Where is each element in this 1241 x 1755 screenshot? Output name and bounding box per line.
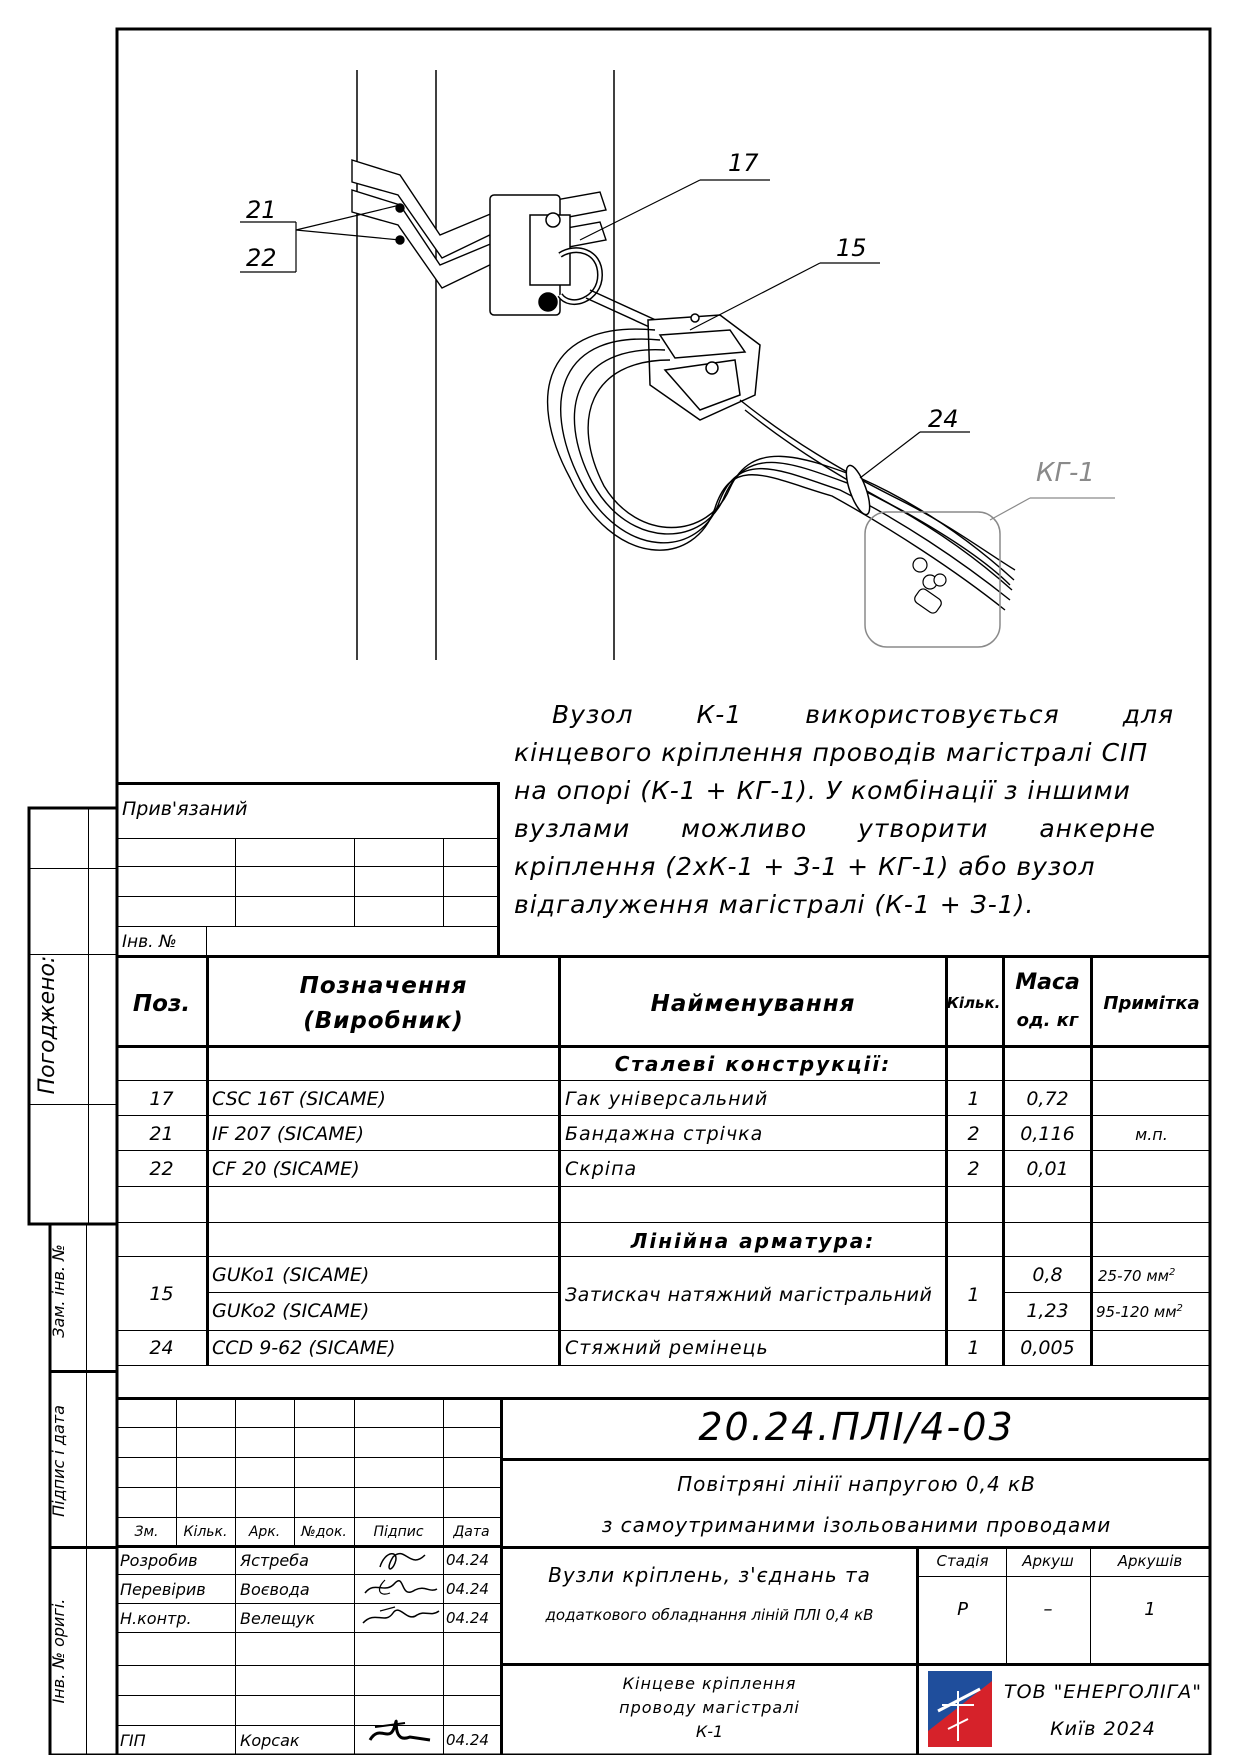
description-line-4: вузлами можливо утворити анкерне xyxy=(514,814,1157,843)
callout-lines xyxy=(240,180,970,478)
header-manufacturer: (Виробник) xyxy=(303,1008,464,1034)
col-pidpys: Підпис xyxy=(373,1524,424,1540)
row-mass: 0,005 xyxy=(1020,1337,1075,1359)
binding-label: Прив'язаний xyxy=(122,798,248,820)
sheets-label: Аркушів xyxy=(1117,1552,1183,1570)
row-mass-b: 1,23 xyxy=(1026,1300,1069,1322)
agreed-label: Погоджено: xyxy=(35,955,60,1095)
row-qty: 2 xyxy=(967,1123,980,1145)
date-checker: 04.24 xyxy=(446,1580,489,1598)
stage-value: Р xyxy=(957,1599,968,1620)
row-name: Бандажна стрічка xyxy=(565,1123,764,1145)
sheet-title-1: Кінцеве кріплення xyxy=(622,1674,797,1693)
sheet-title-3: К-1 xyxy=(695,1722,724,1741)
row-note-a: 25-70 $мм^2$ xyxy=(1098,1267,1176,1285)
row-designation: CF 20 (SICAME) xyxy=(212,1158,360,1180)
row-note-b: 95-120 $мм^2$ xyxy=(1096,1303,1183,1321)
callout-17: 17 xyxy=(728,149,759,177)
col-ark: Арк. xyxy=(248,1524,281,1540)
description-line-3: на опорі (К-1 + КГ-1). У комбінації з іншими xyxy=(514,776,1131,805)
row-qty: 1 xyxy=(967,1284,980,1306)
project-title-1: Повітряні лінії напругою 0,4 кВ xyxy=(677,1472,1036,1496)
callout-22: 22 xyxy=(246,244,277,272)
role-norm-control: Н.контр. xyxy=(120,1609,192,1628)
date-norm-control: 04.24 xyxy=(446,1609,489,1627)
header-designation: Позначення xyxy=(299,973,468,999)
description-line-2: кінцевого кріплення проводів магістралі СІП xyxy=(514,738,1149,767)
date-developer: 04.24 xyxy=(446,1551,489,1569)
row-name: Гак універсальний xyxy=(565,1088,769,1110)
company-name: ТОВ "ЕНЕРГОЛІГА" xyxy=(1004,1681,1202,1703)
row-pos: 17 xyxy=(149,1088,174,1110)
row-designation-b: GUKo2 (SICAME) xyxy=(212,1300,370,1322)
inv-replaced-label: Зам. інв. № xyxy=(49,1244,68,1338)
section-hardware: Лінійна арматура: xyxy=(630,1229,876,1253)
sign-date-label: Підпис і дата xyxy=(49,1405,68,1517)
header-mass: Маса xyxy=(1015,970,1080,995)
row-qty: 1 xyxy=(967,1088,980,1110)
col-kilk: Кільк. xyxy=(183,1524,228,1540)
inv-orig-label: Інв. № оригі. xyxy=(49,1598,68,1704)
name-developer: Ястреба xyxy=(240,1551,309,1570)
sheet-label: Аркуш xyxy=(1022,1552,1074,1570)
row-qty: 1 xyxy=(967,1337,980,1359)
header-pos: Поз. xyxy=(132,991,191,1017)
company-logo xyxy=(928,1671,992,1747)
cable-bundle xyxy=(548,329,1015,610)
description-line-6: відгалуження магістралі (К-1 + З-1). xyxy=(514,890,1035,919)
callout-kg1: КГ-1 xyxy=(1036,458,1095,488)
col-zm: Зм. xyxy=(134,1524,159,1540)
row-pos: 15 xyxy=(149,1283,174,1305)
row-designation: CSC 16T (SICAME) xyxy=(212,1088,386,1110)
row-designation: CCD 9-62 (SICAME) xyxy=(212,1337,396,1359)
stage-label: Стадія xyxy=(936,1552,989,1570)
project-title-2: з самоутриманими ізольованими проводами xyxy=(601,1513,1112,1537)
row-qty: 2 xyxy=(967,1158,980,1180)
row-pos: 21 xyxy=(149,1123,174,1145)
row-designation-a: GUKo1 (SICAME) xyxy=(212,1264,370,1286)
section-title-1: Вузли кріплень, з'єднань та xyxy=(548,1563,871,1587)
drawing-code: 20.24.ПЛІ/4-03 xyxy=(698,1405,1015,1449)
row-mass-a: 0,8 xyxy=(1032,1264,1063,1286)
role-developer: Розробив xyxy=(120,1551,198,1570)
row-mass: 0,01 xyxy=(1026,1158,1069,1180)
section-steel: Сталеві конструкції: xyxy=(614,1052,892,1076)
callout-24: 24 xyxy=(928,405,959,433)
sheets-value: 1 xyxy=(1144,1599,1156,1620)
header-mass-unit: од. кг xyxy=(1016,1010,1079,1031)
row-name: Скріпа xyxy=(565,1158,638,1180)
company-city-year: Київ 2024 xyxy=(1050,1718,1156,1740)
role-checker: Перевірив xyxy=(120,1580,206,1599)
header-qty: Кільк. xyxy=(946,994,1001,1012)
end-caps xyxy=(913,558,946,615)
row-mass: 0,116 xyxy=(1020,1123,1075,1145)
sheet-title-2: проводу магістралі xyxy=(619,1698,800,1717)
col-data: Дата xyxy=(453,1524,490,1540)
role-chief-engineer: ГІП xyxy=(120,1731,146,1750)
callout-21: 21 xyxy=(246,196,277,224)
row-name: Затискач натяжний магістральний xyxy=(565,1284,933,1306)
description-line-1: Вузол К-1 використовується для xyxy=(552,700,1174,729)
row-mass: 0,72 xyxy=(1026,1088,1069,1110)
row-pos: 24 xyxy=(149,1337,174,1359)
kg1-callout-line xyxy=(990,498,1115,520)
row-name: Стяжний ремінець xyxy=(565,1337,769,1359)
pole xyxy=(357,70,614,660)
description-line-5: кріплення (2хК-1 + З-1 + КГ-1) або вузол xyxy=(514,852,1096,881)
date-chief-engineer: 04.24 xyxy=(446,1731,489,1749)
row-note: м.п. xyxy=(1135,1125,1168,1144)
name-chief-engineer: Корсак xyxy=(240,1731,300,1750)
header-name: Найменування xyxy=(650,991,856,1017)
callout-15: 15 xyxy=(836,234,867,262)
name-norm-control: Велещук xyxy=(240,1609,316,1628)
signatures xyxy=(355,1545,443,1755)
col-ndok: №док. xyxy=(301,1524,347,1540)
inv-label: Інв. № xyxy=(122,932,177,952)
row-designation: IF 207 (SICAME) xyxy=(212,1123,365,1145)
section-title-2: додаткового обладнання ліній ПЛІ 0,4 кВ xyxy=(545,1606,874,1624)
header-note: Примітка xyxy=(1103,993,1200,1014)
tension-clamp xyxy=(648,314,760,420)
sheet-value: – xyxy=(1043,1599,1053,1620)
name-checker: Воєвода xyxy=(240,1580,310,1599)
row-pos: 22 xyxy=(149,1158,174,1180)
